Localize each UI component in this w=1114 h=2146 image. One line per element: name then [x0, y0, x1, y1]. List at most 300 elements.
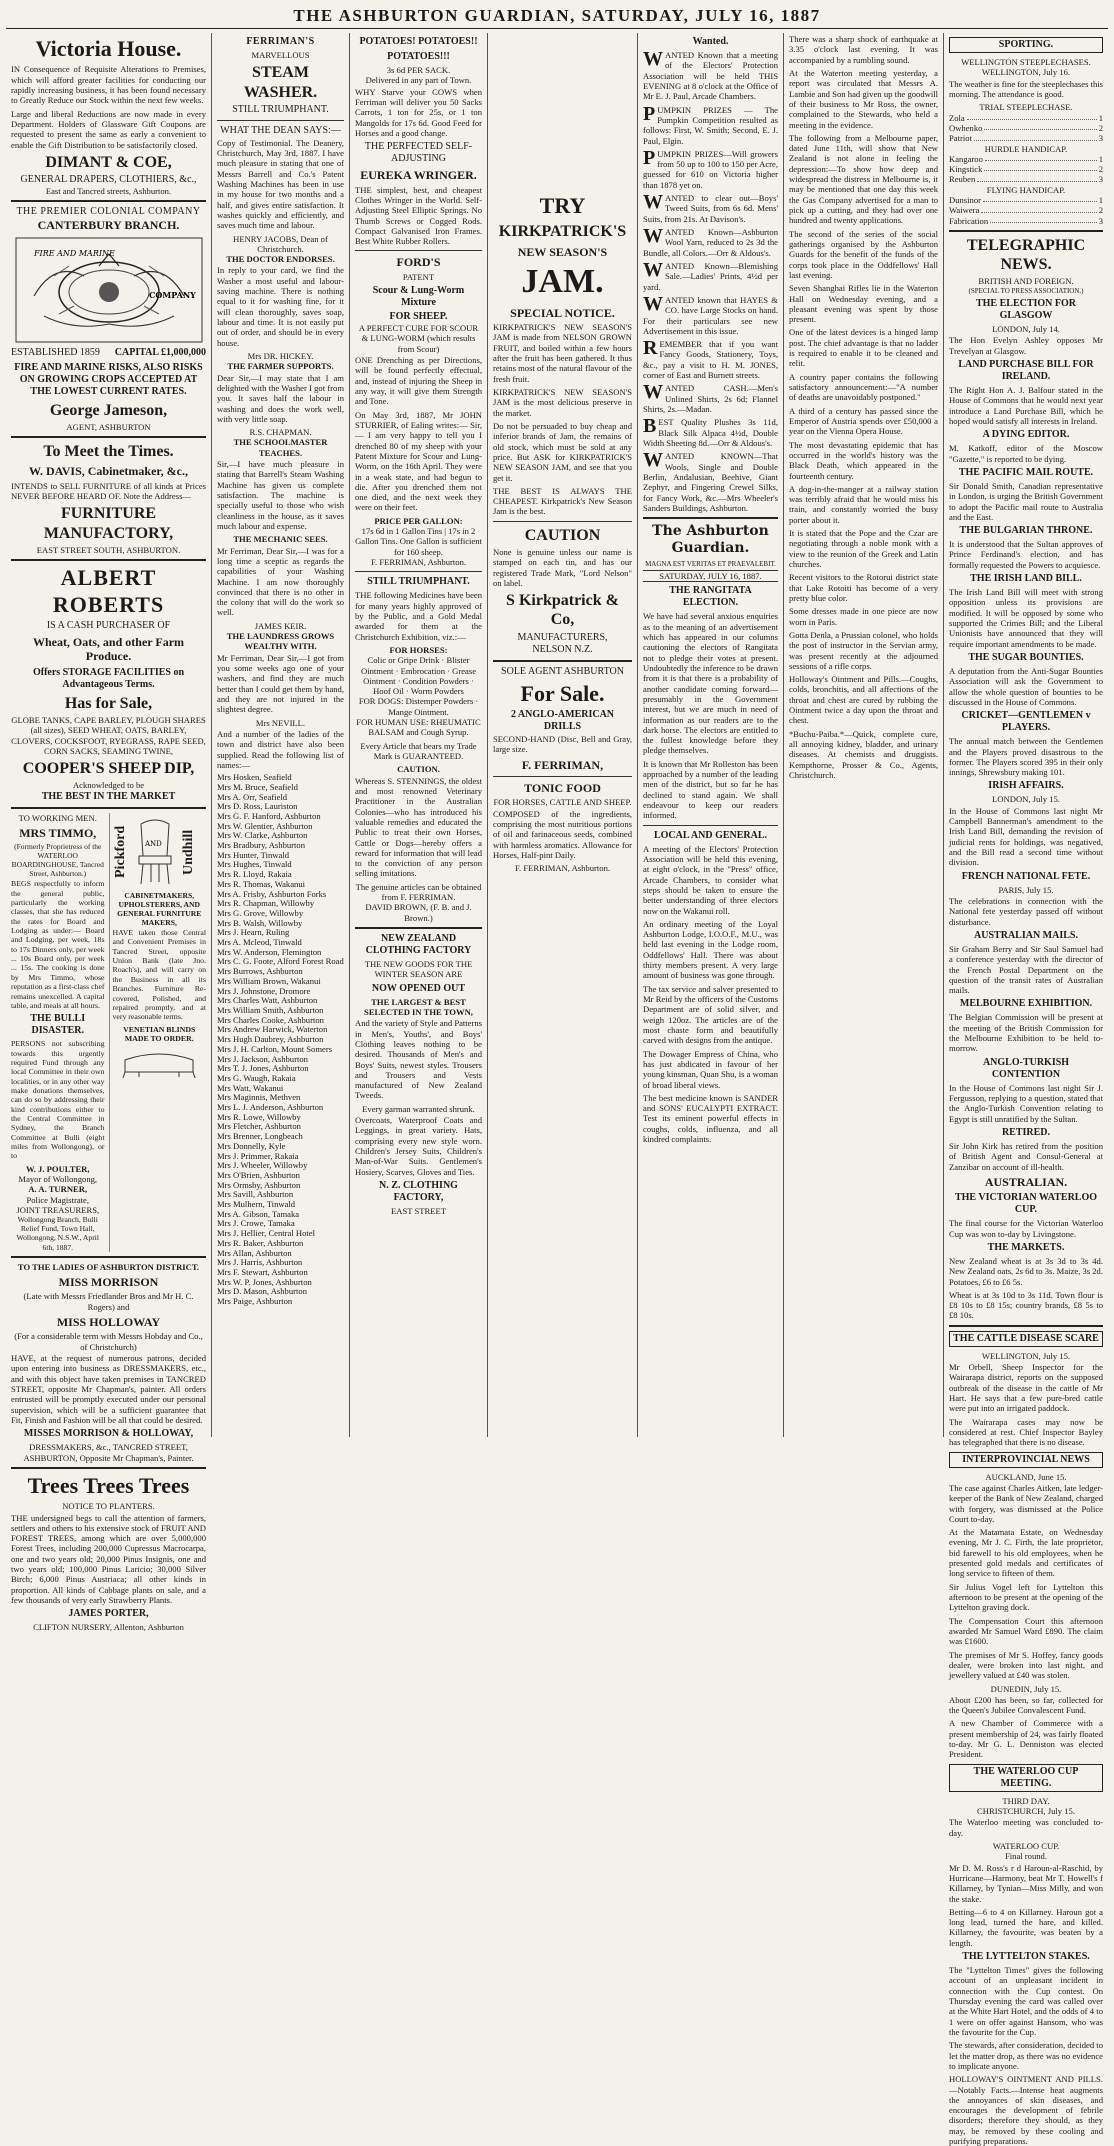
ferriman-heading: FERRIMAN'S [246, 36, 315, 47]
poulter-title: Mayor of Wollongong, [18, 1173, 98, 1184]
nz-clothing-heading: NEW ZEALAND CLOTHING FACTORY [365, 933, 472, 957]
pickford-panel [109, 813, 207, 1252]
insurance-company-logo [14, 236, 204, 344]
doctor-heading: THE DOCTOR ENDORSES. [226, 254, 335, 265]
horse-name: Dunsinor [949, 195, 981, 206]
roberts-name: ALBERT ROBERTS [52, 565, 165, 617]
customer-name: Mrs Burrows, Ashburton [217, 966, 303, 977]
wellington-paragraph: The weather is fine for the steeplechases this morning. The attendance is good. [949, 78, 1103, 99]
wanted-item: BEST Quality Plushes 3s 11d, Black Silk Alpaca 4½d, Double Width Sheeting 8d.—Orr & Aldous's. [643, 415, 778, 448]
customer-name: Mrs W. Anderson, Flemington [217, 946, 322, 957]
tonic-subtitle: FOR HORSES, CATTLE AND SHEEP. [493, 797, 632, 808]
leader-dots [974, 133, 1097, 140]
tonic-agent: F. FERRIMAN, Ashburton. [514, 863, 611, 874]
nevill-signature: Mrs NEVILL. [255, 717, 306, 728]
customer-name: Mrs L. J. Anderson, Ashburton [217, 1102, 324, 1113]
bulgarian-paragraph: It is understood that the Sultan approves of Prince Ferdinand's election, and has formally requested the Powers to acquiesce. [949, 539, 1103, 570]
sofa-icon [119, 1046, 199, 1080]
customer-name: Mrs D. Mason, Ashburton [217, 1286, 307, 1297]
timmo-paragraph: BEGS respectfully to inform the general public, particularly the working classes, that she has reduced the rates for Board and Lodging as under:— Board and Lodging, per week, 18s to 17s Dinners only, per week ... 10s Board only, per week ... 15s. The cooking is done by Mrs Timmo, whose reputation as a first-class chef remains unexcelled. A capital table, and meals at all hours. [11, 879, 105, 1010]
drills-heading: 2 ANGLO-AMERICAN DRILLS [510, 708, 615, 732]
customer-name: Mrs Allan, Ashburton [217, 1247, 292, 1258]
customer-name: Mrs J. Jackson, Ashburton [217, 1053, 308, 1064]
customer-name: Mrs W. Glentier, Ashburton [217, 820, 313, 831]
price-heading: PRICE PER GALLON: [374, 515, 463, 526]
lyttelton-heading: THE LYTTELTON STAKES. [962, 1951, 1090, 1963]
local-paragraph-4: The Dowager Empress of China, who has just abdicated in favour of her young kinsman, Quan Shu, is a woman of broad liberal views. [643, 1048, 778, 1090]
lyttelton-paragraph-2: The stewards, after consideration, decided to let the matter drop, as there was no evidence to implicate anyone. [949, 2040, 1103, 2071]
dean-heading: WHAT THE DEAN SAYS:— [220, 124, 341, 136]
special-notice: SPECIAL NOTICE. [510, 305, 615, 320]
placing: 2 [1098, 122, 1103, 133]
caution-paragraph: Whereas S. STENNINGS, the oldest and most renowned Veterinary Practitioner in the Australian Colonies—who has introduced his valuable remedies and educated the Public to treat their own Horses, Cattle or Dogs—hereby offers a reward for information that will lead to the conviction of any person selling imitations. [355, 775, 482, 879]
customer-name: Mrs M. Bruce, Seafield [217, 781, 298, 792]
election-paragraph-2: It is known that Mr Rolleston has been approached by a number of the leading men of the district, but so far he has declined to stand again. We shall endeavour to keep our readers informed. [643, 758, 778, 821]
placing: 3 [1098, 174, 1103, 185]
capital-label: CAPITAL £1,000,000 [114, 346, 206, 358]
company-label: COMPANY [148, 289, 196, 300]
list-intro: And a number of the ladies of the town and district have also been supplied. Read the following list of names:— [217, 728, 344, 770]
premier-heading: THE PREMIER COLONIAL COMPANY [16, 206, 201, 218]
local-paragraph-2: An ordinary meeting of the Loyal Ashburton Lodge, I.O.O.F., M.U., was held last evening in the Lodge room, Oddfellows' Hall. There was about thirty members present. A very large amount of business was gone through. [643, 918, 778, 981]
jam-caution-paragraph: None is genuine unless our name is stamped on each tin, and has our registered Trade Mark, "Lord Nelson" on label. [493, 546, 632, 588]
east-street: EAST STREET [391, 1205, 446, 1216]
french-paragraph: The celebrations in connection with the National fete yesterday passed off without disturbance. [949, 895, 1103, 927]
customer-name: Mrs R. Baker, Ashburton [217, 1237, 304, 1248]
column-6 [784, 33, 944, 1437]
for-horses: FOR HORSES: [389, 644, 448, 655]
inter-paragraph-2: At the Matamata Estate, on Wednesday evening, Mr J. C. Firth, the late proprietor, bid farewell to his old employees, when he presented gold medals and certificates of long service to fifteen of them. [949, 1527, 1103, 1579]
customer-name: Mrs J. Wheeler, Willowby [217, 1160, 308, 1171]
horse-name: Waiwera [949, 205, 980, 216]
wl-paragraph-2: Mr D. M. Ross's r d Haroun-al-Raschid, by Hurricane—Harmony, beat Mr T. Howell's f Killarney, by Tynian—Miss Milly, and won the stake. [949, 1862, 1103, 1904]
guardian-date: SATURDAY, JULY 16, 1887. [643, 570, 778, 582]
hickey-signature: Mrs DR. HICKEY. [247, 350, 314, 361]
telegraphic-news: TELEGRAPHIC NEWS. [966, 237, 1086, 274]
wellington-steeplechases: WELLINGTON STEEPLECHASES. [961, 57, 1091, 67]
sugar-paragraph: A deputation from the Anti-Sugar Bounties Association will ask the Government to allow the whole question of bounties to be discussed in the House of Commons. [949, 665, 1103, 707]
col6-paragraph-15: Holloway's Ointment and Pills.—Coughs, colds, bronchitis, and all affections of the throat and chest are cured by rubbing the Ointment twice a day upon the throat and chest. [789, 674, 938, 726]
dunedin-paragraph: About £200 has been, so far, collected for the Queen's Jubilee Convalescent Fund. [949, 1694, 1103, 1716]
david-brown: DAVID BROWN, (F. B. and J. Brown.) [365, 902, 472, 923]
customer-name: Mrs Hunter, Tinwald [217, 849, 289, 860]
race-result-row [949, 113, 1103, 123]
doctor-paragraph: In reply to your card, we find the Washer a most useful and labour-saving machine. There is nothing equal to it for washing fine, for it will clean thoroughly, saves soap, labour and time. It is not easily put out of order, and should be in every house. [217, 265, 344, 348]
guardian-title: The Ashburton Guardian. [652, 523, 769, 556]
masthead: THE ASHBURTON GUARDIAN, SATURDAY, JULY 16, 1887 [6, 4, 1108, 29]
wanted-item: PUMPKIN PRIZES — The Pumpkin Competition resulted as follows: First, W. Smith; Second, E. J. Paul, Elgin. [643, 102, 778, 146]
customer-name: Mrs T. J. Jones, Ashburton [217, 1063, 309, 1074]
misses-name: MISSES MORRISON & HOLLOWAY, [23, 1428, 194, 1440]
jam-paragraph-3: Do not be persuaded to buy cheap and inferior brands of Jam, the remains of old stock, which must be sold at any price. But ASK for KIRKPATRICK'S NEW SEASON JAM, and see that you get it. [493, 420, 632, 483]
for-dogs: FOR DOGS: Distemper Powders · Mange Ointment. [358, 696, 479, 717]
placing: 2 [1098, 164, 1103, 175]
farmer-heading: THE FARMER SUPPORTS. [227, 361, 334, 372]
pickford-label: Pickford [112, 825, 128, 878]
for-sale: For Sale. [520, 680, 605, 706]
customer-name: Mrs Paige, Ashburton [217, 1296, 293, 1307]
wanted-item: PUMPKIN PRIZES—Will growers from 50 up to 100 to 150 per Acre, guessed for 610 on Victoria higher than 1878 yet on. [643, 146, 778, 190]
glasgow-heading: THE ELECTION FOR GLASGOW [975, 298, 1077, 322]
wl-paragraph: The Waterloo meeting was concluded to-day. [949, 1817, 1103, 1838]
morrison-subtitle: (Late with Messrs Friedlander Bros and Mr H. C. Rogers) and [23, 1291, 194, 1312]
customer-name: Mrs R. Thomas, Wakanui [217, 878, 306, 889]
cricket-paragraph: The annual match between the Gentlemen and the Players proved disastrous to the former. The Players scored 395 in their only innings, Shrewsbury making 101. [949, 736, 1103, 778]
nz-paragraph-2: Overcoats, Waterproof Coats and Leggings, in great variety. Hats, comprising every new style worn. Children's Jersey Suits, Children's Man-of-War Suits. Gentlemen's Hosiery, Scarves, Gloves and Ties. [355, 1115, 482, 1177]
glasgow-paragraph: The Hon Evelyn Ashley opposes Mr Trevelyan at Glasgow. [949, 335, 1103, 356]
ladies-paragraph: HAVE, at the request of numerous patrons, decided upon entering into business as DRESSMAKERS, etc., and with this object have taken premises in TANCRED STREET, opposite Mr Chapman's, painter. All orders entrusted will be promptly executed under our personal supervision, which will be a sufficient guarantee that Fit, Finish and Fashion will be all that could be desired. [11, 1353, 206, 1425]
horse-name: Kingstick [949, 164, 983, 175]
new-season-heading: NEW SEASON'S [517, 244, 608, 259]
dying-paragraph: M. Katkoff, editor of the Moscow "Gazette," is reported to be dying. [949, 443, 1103, 464]
customer-name: Mrs G. Grove, Willowby [217, 907, 304, 918]
ford-testimonial: On May 3rd, 1887, Mr JOHN STURRIER, of Ealing writes:— Sir,— I am very happy to tell you I drenched 80 of my sheep with your Patent Mixture for Scour and Lung-Worm, on the 16th April. They were in a weak state, and had begun to die. After you drenched them not one died, and the next week they were on their feet. [355, 409, 482, 513]
sale-items: GLOBE TANKS, CAPE BARLEY, PLOUGH SHARES (all sizes), SEED WHEAT, OATS, BARLEY, CLOVERS, COCKSFOOT, RYEGRASS, RAPE SEED, CORN SACKS, SEAMING TWINE, [11, 714, 206, 756]
customer-name: Mrs Ormsby, Ashburton [217, 1179, 301, 1190]
caution-heading: CAUTION. [397, 764, 440, 775]
cattle-heading: THE CATTLE DISEASE SCARE [949, 1331, 1103, 1347]
victoria-paragraph-2: Large and liberal Reductions are now made in every Department. Holders of Glassware Gift Coupons are requested to present the same as early a convenient to enable the Gift Distribution to be satisfactorily closed. [11, 108, 206, 150]
race-result-row [949, 123, 1103, 133]
column-7 [944, 33, 1108, 2146]
nz-factory: N. Z. CLOTHING FACTORY, [379, 1179, 458, 1203]
melbourne-paragraph: The Belgian Commission will be present at the meeting of the British Commission for the Melbourne Exhibition to be held to-morrow. [949, 1012, 1103, 1054]
column-5 [638, 33, 784, 1437]
vrc-heading: THE VICTORIAN WATERLOO CUP. [954, 1192, 1098, 1216]
undhill-label: Undhill [181, 829, 197, 875]
potatoes-price: 3s 6d PER SACK. [386, 65, 451, 75]
drills-paragraph: SECOND-HAND (Disc, Bell and Gray, large size. [493, 733, 632, 755]
customer-name: Mrs J. Hearn, Ruling [217, 927, 290, 938]
roberts-subtitle: IS A CASH PURCHASER OF [46, 619, 171, 631]
potatoes-delivery: Delivered in any part of Town. [365, 75, 472, 86]
col6-paragraph-8: A third of a century has passed since the Emperor of Austria spends over £50,000 a year on the Vienna Opera House. [789, 405, 938, 437]
testimonial-paragraph: Copy of Testimonial. The Deanery, Christchurch, May 3rd, 1887. I have much pleasure in stating that one of Messrs Barrell and Co.'s Patent Washing Machines has been in use in my house for two months and a half, and gives entire satisfaction. It washes quickly and efficiently, and saves much time and labour. [217, 137, 344, 231]
customer-name: Mrs Brenner, Longbeach [217, 1131, 303, 1142]
ford-agent: F. FERRIMAN, Ashburton. [370, 557, 467, 568]
porter-address: CLIFTON NURSERY, Allenton, Ashburton [33, 1622, 184, 1633]
bulli-paragraph: PERSONS not subscribing towards this urgently required Fund through any local Committee in their own localities, or in any other way make donations themselves, can do so by addressing their kind contributions either to the Central Committee in Sydney, the Branch Committee at Bulli (eight miles from Wollongong), or to [11, 1039, 105, 1161]
ladies-pretitle: TO THE LADIES OF ASHBURTON DISTRICT. [17, 1261, 200, 1272]
customer-name: Mrs Charles Cooke, Ashburton [217, 1014, 324, 1025]
wl-final: Final round. [1004, 1851, 1047, 1862]
risks-text: FIRE AND MARINE RISKS, ALSO RISKS ON GROWING CROPS ACCEPTED AT THE LOWEST CURRENT RATES. [14, 361, 203, 397]
wl-paragraph-3: Betting—6 to 4 on Killarney. Haroun got a long lead, turned the hare, and killed. Killarney, the favourite, was beaten by a length. [949, 1906, 1103, 1948]
davis-name: W. DAVIS, Cabinetmaker, &c., [29, 464, 188, 479]
misses-address: DRESSMAKERS, &c., TANCRED STREET, ASHBURTON, Opposite Mr Chapman's, Painter. [23, 1442, 194, 1463]
timmo-panel [11, 813, 105, 1252]
trade-mark: Every Article that bears my Trade Mark is GUARANTEED. [360, 740, 477, 762]
trees-paragraph: THE undersigned begs to call the attention of farmers, settlers and others to his extensive stock of FRUIT AND FOREST TREES, among which are over 5,000,000 Forest Trees, including 200,000 Cupressus Macrocarpa, one and two years old; 20,000 Pinus Insignis, one and two years old; 100,000 Pinus Laricio; 30,000 Silver Birch; 6,000 Pinus Austriaca; all other kinds in proportion. All kinds of Cabbage plants on sale, and a few thousands of very early Strawberry Plants. [11, 1512, 206, 1606]
trial-results [949, 113, 1103, 144]
customer-name: Mrs Savill, Ashburton [217, 1189, 294, 1200]
notice-planters: NOTICE TO PLANTERS. [62, 1501, 155, 1512]
horse-name: Owhenko [949, 122, 983, 133]
patent-label: PATENT [402, 271, 435, 282]
jacobs-signature: HENRY JACOBS, Dean of Christchurch. [233, 233, 328, 254]
eureka-title: EUREKA WRINGER. [360, 168, 477, 183]
horse-name: Zola [949, 112, 965, 123]
markets-heading: THE MARKETS. [987, 1241, 1065, 1253]
schoolmaster-paragraph: Sir,—I have much pleasure in stating that Barrell's Steam Washing Machine has given us complete satisfaction. The machine is specially useful to those who wish cleanliness in the house, as it saves much labour and expense. [217, 459, 344, 531]
race-result-row [949, 216, 1103, 226]
wanted-item: WANTED Known that a meeting of the Electors' Protection Association will be held THIS EVENING at 8 o'clock at the Office of Mr E. J. Paul, Arcade Chambers. [643, 48, 778, 102]
morrison-name: MISS MORRISON [58, 1274, 159, 1289]
leader-dots [984, 164, 1096, 171]
col6-paragraph-9: The most devastating epidemic that has occurred in the world's history was the Black Death, which appeared in the fourteenth century. [789, 439, 938, 481]
hurdle-heading: HURDLE HANDICAP. [984, 143, 1068, 154]
joint-treasurers: JOINT TREASURERS, [16, 1204, 100, 1215]
medicines-paragraph: THE following Medicines have been for many years highly approved of by the Public, and a Gold Medal awarded for them at the Christchurch Exhibition, viz.:— [355, 590, 482, 642]
customer-name: Mrs O'Brien, Ashburton [217, 1169, 300, 1180]
horse-items: Colic or Gripe Drink · Blister Ointment · Embrocation · Grease Ointment · Condition Powders · Hoof Oil · Worm Powders [360, 655, 477, 697]
now-opened: NOW OPENED OUT [371, 982, 466, 994]
guardian-motto: MAGNA EST VERITAS ET PRAEVALEBIT. [645, 559, 776, 568]
has-for-sale: Has for Sale, [64, 694, 153, 712]
customer-name: Mrs William Smith, Ashburton [217, 1005, 324, 1015]
horse-name: Fabrication [949, 215, 989, 226]
dimant-address: East and Tancred streets, Ashburton. [45, 186, 172, 197]
irish-paragraph: The Irish Land Bill will meet with strong opposition unless its provisions are modified. It will be opposed by some who supported the Crimes Bill; and the Liberal Unionists have announced that they will require important amendments to be made. [949, 587, 1103, 649]
customer-name: Mrs G. Waugh, Rakaia [217, 1072, 296, 1083]
schoolmaster-heading: THE SCHOOLMASTER TEACHES. [233, 437, 328, 458]
leader-dots [983, 195, 1097, 202]
interprovincial-heading: INTERPROVINCIAL NEWS [949, 1452, 1103, 1468]
irish-affairs-date: LONDON, July 15. [992, 794, 1060, 805]
scour-title: Scour & Lung-Worm Mixture [372, 285, 465, 309]
customer-name: Mrs Watt, Wakanui [217, 1082, 284, 1093]
wanted-heading: Wanted. [692, 36, 729, 47]
adelaide-paragraph: Wheat is at 3s 10d to 3s 11d. Town flour is £8 10s to £8 15s; country brands, £8 5s to £8 10s. [949, 1289, 1103, 1321]
best-cheapest: THE BEST IS ALWAYS THE CHEAPEST. Kirkpatrick's New Season Jam is the best. [493, 485, 632, 517]
col6-paragraph-6: One of the latest devices is a hinged lamp post. The chief advantage is that no ladder is required to enable it to be cleaned and relit. [789, 327, 938, 369]
tonic-food: TONIC FOOD [524, 781, 601, 795]
third-day: THIRD DAY. [1002, 1795, 1050, 1806]
column-4 [488, 33, 638, 1437]
furniture-manufactory: FURNITURE MANUFACTORY, [43, 505, 174, 542]
special-press: (SPECIAL TO PRESS ASSOCIATION.) [968, 286, 1084, 295]
customer-name: Mrs A. Orr, Seafield [217, 791, 288, 802]
placing: 2 [1098, 205, 1103, 216]
farmer-paragraph: Dear Sir,—I may state that I am delighted with the Washer I got from you. It saves half the labour in washing and does the work well, with very little soap. [217, 372, 344, 424]
and-label: AND [145, 839, 163, 848]
flying-results [949, 195, 1103, 226]
timmo-subtitle: (Formerly Proprietress of the WATERLOO BOARDINGHOUSE, Tancred Street, Ashburton.) [11, 842, 104, 879]
australian-heading: AUSTRALIAN. [984, 1174, 1068, 1189]
two-panel-row [11, 813, 206, 1252]
hurdle-results [949, 154, 1103, 185]
capital-row [11, 347, 206, 359]
wanted-item: WANTED to clear out—Boys' Tweed Suits, from 6s 6d. Mens' Suits, from 21s. At Davison's. [643, 191, 778, 224]
glasgow-date: LONDON, July 14. [992, 324, 1060, 335]
timmo-name: MRS TIMMO, [19, 825, 97, 840]
leader-dots [990, 216, 1097, 223]
customer-name: Mrs Mulhern, Tinwald [217, 1199, 296, 1210]
jameson-name: George Jameson, [49, 401, 168, 419]
cabinet-paragraph: HAVE taken those Central and Convenient Premises in Tancred Street, opposite Union Bank (late Jno. Roach's), and will carry on the Business in all its Branches. Furniture Re-covered, Polished, and repaired promptly, and at very reasonable terms. [112, 928, 206, 1022]
laundress-paragraph: Mr Ferriman, Dear Sir,—I got from you some weeks ago one of your washers, and find they are much better than I could get them by hand, and they are not injured in the slightest degree. [217, 652, 344, 715]
horse-name: Patriot [949, 133, 972, 144]
cows-paragraph: WHY Starve your COWS when Ferriman will deliver you 50 Sacks Carrots, 1 ton for 25s, or 1 ton Mangolds for 17s 6d. Good Feed for Horses and a good change. [355, 86, 482, 138]
wanted-item: WANTED Known—Ashburton Wool Yarn, reduced to 2s 3d the Bundle, all Colors.—Orr & Aldous's. [643, 225, 778, 258]
jam-caution: CAUTION [524, 526, 601, 544]
jameson-agent: AGENT, ASHBURTON [66, 421, 151, 432]
anglo-heading: ANGLO-TURKISH CONTENTION [982, 1056, 1070, 1080]
wheat-heading: Wheat, Oats, and other Farm Produce. [32, 634, 185, 664]
holloway-subtitle: (For a considerable term with Messrs Hobday and Co., of Christchurch) [14, 1331, 203, 1352]
dunedin-paragraph-2: A new Chamber of Commerce with a present membership of 24, was fairly floated to-day. Mr G. L. Denniston was elected President. [949, 1718, 1103, 1760]
mechanic-paragraph: Mr Ferriman, Dear Sir,—I was for a long time a sceptic as regards the capabilities of your Washing Machine. I am now thoroughly convinced that there is no other in the colony that will do the work so well. [217, 545, 344, 618]
coopers-dip: COOPER'S SHEEP DIP, [22, 760, 195, 778]
columns [6, 33, 1108, 2146]
customer-name: Mrs Hosken, Seafield [217, 772, 292, 783]
election-heading: THE RANGITATA ELECTION. [669, 585, 752, 609]
potatoes-heading-2: POTATOES!!! [387, 51, 450, 62]
customer-name: Mrs R. Chapman, Willowby [217, 898, 315, 909]
chair-icon [133, 816, 177, 888]
col6-paragraph-3: The following from a Melbourne paper, dated June 11th, will show that New Zealand is not alone in feeling the depression:—To show how deep and widespread the distress in Melbourne is, it may be mentioned that one day this week the Gas Company advertised for a man to pick up a cutting, and they had over one hundred and twenty applications. [789, 132, 938, 226]
race-result-row [949, 164, 1103, 174]
wanted-list [643, 50, 778, 513]
customer-name: Mrs R. Lowe, Willowby [217, 1111, 301, 1122]
customer-name: Mrs C. G. Foote, Alford Forest Road [217, 956, 344, 967]
furniture-address: EAST STREET SOUTH, ASHBURTON. [36, 544, 181, 555]
mechanic-heading: THE MECHANIC SEES. [233, 534, 328, 545]
jam-paragraph-2: KIRKPATRICK'S NEW SEASON'S JAM is the most delicious preserve in the market. [493, 387, 632, 418]
ferriman-signature: F. FERRIMAN, [521, 757, 604, 772]
tonic-paragraph: COMPOSED of the ingredients, comprising the most nutritious portions of oil and farinaceous seeds, combined with harmless aromatics. Allowance for Horses, Half-pint Daily. [493, 808, 632, 860]
aus-mails-heading: AUSTRALIAN MAILS. [974, 929, 1078, 941]
customer-names-list [217, 773, 344, 1307]
price-details: 17s 6d in 1 Gallon Tins | 17s in 2 Gallon Tins. One Gallon is sufficient for 160 sheep. [355, 526, 482, 557]
inter-paragraph-5: The premises of Mr S. Hoffey, fancy goods dealer, were broken into last night, and jewellery valued at £40 was stolen. [949, 1649, 1103, 1681]
kirkpatrick-heading: KIRKPATRICK'S [498, 223, 627, 241]
melbourne-heading: MELBOURNE EXHIBITION. [959, 998, 1093, 1010]
irish-heading: THE IRISH LAND BILL. [970, 573, 1082, 585]
victoria-paragraph: IN Consequence of Requisite Alterations to Premises, which will afford greater facilities for conducting our rapidly increasing business, it has been found necessary to Greatly Reduce our Stock within the next few weeks. [11, 64, 206, 106]
still-triumphant: STILL TRIUMPHANT. [232, 103, 329, 115]
eureka-paragraph: THE simplest, best, and cheapest Clothes Wringer in the World. Self-Adjusting Steel Elliptic Springs. No Thumb Screws or Cogged Rods. Compact Galvanised Iron Frames. Best White Rubber Rollers. [355, 184, 482, 247]
customer-name: Mrs Donnelly, Kyle [217, 1140, 286, 1151]
inter-paragraph-3: Sir Julius Vogel left for Lyttelton this afternoon to be present at the opening of the Lyttelton graving dock. [949, 1581, 1103, 1613]
trial-heading: TRIAL STEEPLECHASE. [979, 102, 1073, 113]
cattle-paragraph-2: The Wairarapa cases may now be considered at rest. Chief Inspector Bayley has telegraphed that there is no disease. [949, 1416, 1103, 1448]
wl-date: CHRISTCHURCH, July 15. [977, 1806, 1075, 1817]
for-sheep: FOR SHEEP. [389, 311, 448, 323]
customer-name: Mrs F. Stewart, Ashburton [217, 1266, 308, 1277]
manufacturers: MANUFACTURERS, [517, 631, 608, 643]
customer-name: Mrs Charles Watt, Ashburton [217, 995, 318, 1006]
fords-heading: FORD'S [396, 255, 441, 270]
placing: 3 [1098, 215, 1103, 226]
holloway-paragraph: HOLLOWAY'S OINTMENT AND PILLS.—Notably Facts.—Intense heat augments the annoyances of skin diseases, and encourages the development of febrile disorders; therefore they should, as they may, be removed by these cooling and purifying preparations. [949, 2074, 1103, 2146]
kirkpatrick-co: S Kirkpatrick & Co, [506, 592, 619, 629]
retired-paragraph: Sir John Kirk has retired from the position of British Agent and Consul-General at Zanzibar on account of ill-health. [949, 1140, 1103, 1172]
new-goods: THE NEW GOODS FOR THE WINTER SEASON ARE [364, 959, 473, 980]
dimant-subtitle: GENERAL DRAPERS, CLOTHIERS, &c., [20, 174, 197, 186]
customer-name: Mrs W. P. Jones, Ashburton [217, 1276, 312, 1287]
customer-name: Mrs D. Ross, Lauriston [217, 801, 298, 812]
horse-name: Reuben [949, 174, 976, 185]
customer-name: Mrs W. Clarke, Ashburton [217, 830, 308, 841]
col6-paragraph: There was a sharp shock of earthquake at 3.35 o'clock last evening. It was accompanied by a rumbling sound. [789, 34, 938, 65]
sporting-heading: SPORTING. [949, 37, 1103, 53]
race-result-row [949, 195, 1103, 205]
for-human: FOR HUMAN USE: RHEUMATIC BALSAM and Cough Syrup. [356, 717, 481, 738]
leader-dots [981, 205, 1096, 212]
customer-name: Mrs J. Hellier, Central Hotel [217, 1228, 315, 1239]
wanted-item: WANTED KNOWN—That Wools, Single and Double Berlin, Andalusian, Beehive, Giant Zephyr, and Fingering Crewel Silks, for Fancy Work, &c.—Mrs Wheeler's Sanders Buildings, Ashburton. [643, 449, 778, 513]
venetian-blinds: VENETIAN BLINDS MADE TO ORDER. [123, 1024, 196, 1043]
placing: 1 [1098, 153, 1103, 164]
customer-name: Mrs B. Walsh, Willowby [217, 917, 303, 928]
try-heading: TRY [539, 193, 586, 218]
sugar-heading: THE SUGAR BOUNTIES. [968, 651, 1084, 663]
col6-paragraph-2: At the Waterton meeting yesterday, a report was circulated that Messrs A. Lambie and Son had given up the goodwill of their business to Mr Ross, the owner, complained to the Stewards, who held a meeting in the evidence. [789, 67, 938, 130]
col6-paragraph-5: Seven Shanghai Rifles lie in the Waterton Hall on Wednesday evening, and a pleasant evening was spent by those present. [789, 283, 938, 325]
race-result-row [949, 205, 1103, 215]
fire-label: FIRE AND MARINE [33, 248, 115, 258]
horse-name: Kangaroo [949, 153, 983, 164]
cattle-date: WELLINGTON, July 15. [981, 1350, 1071, 1361]
pickford-undhill-logo [113, 816, 207, 888]
ford-paragraph: ONE Drenching as per Directions, will be found perfectly effectual, and, instead of injuring the Sheep in any way, it will give them Strength and Tone. [355, 355, 482, 407]
british-foreign: BRITISH AND FOREIGN. [978, 276, 1074, 287]
davis-paragraph: INTENDS to SELL FURNITURE of all kinds at Prices NEVER BEFORE HEARD OF. Note the Address— [11, 480, 206, 502]
waterloo-heading: THE WATERLOO CUP MEETING. [949, 1764, 1103, 1792]
col6-paragraph-14: Gotta Denla, a Prussian colonel, who holds the post of instructor in the Servian army, was present recently at the adjourned sessions of a rifle corps. [789, 629, 938, 671]
local-paragraph-5: The best medicine known is SANDER and SONS' EUCALYPTI EXTRACT. Test its eminent powerful effects in coughs, colds, influenza, and all kindred complaints. [643, 1092, 778, 1145]
marvellous-label: MARVELLOUS [251, 50, 310, 60]
timmo-pretitle: TO WORKING MEN. [18, 812, 97, 823]
dying-heading: A DYING EDITOR. [982, 429, 1070, 441]
lyttelton-paragraph: The "Lyttelton Times" gives the following account of an unpleasant incident in connection with the Cup contest. On Thursday evening the card was called over at the White Hart Hotel, and the odds of 4 to 1 were on offer against Hansom, who was the favourite for the Cup. [949, 1965, 1103, 2037]
bulgarian-heading: THE BULGARIAN THRONE. [959, 525, 1093, 537]
turner-name: A. A. TURNER, [28, 1184, 88, 1195]
cabinet-heading: CABINETMAKERS, UPHOLSTERERS, AND GENERAL FURNITURE MAKERS, [117, 890, 202, 927]
customer-name: Mrs William Brown, Wakanui [217, 975, 321, 986]
aus-mails-paragraph: Sir Graham Berry and Sir Saul Samuel had a conference yesterday with the director of the French Postal Department on the question of the transit rates of Australian mails. [949, 943, 1103, 996]
potatoes-heading: POTATOES! POTATOES!! [359, 36, 478, 47]
customer-name: Mrs J. Crowe, Tamaka [217, 1218, 295, 1229]
irish-affairs-heading: IRISH AFFAIRS. [988, 780, 1064, 792]
holloway-name: MISS HOLLOWAY [56, 1314, 161, 1329]
storage-heading: Offers STORAGE FACILITIES on Advantageous Terms. [32, 666, 185, 690]
established-label: ESTABLISHED 1859 [11, 346, 100, 358]
wanted-item: REMEMBER that if you want Fancy Goods, Stationery, Toys, &c., pay a visit to H. M. JONES, corner of East and Burnett streets. [643, 337, 778, 381]
race-result-row [949, 174, 1103, 184]
wl-cup: WATERLOO CUP. [992, 1840, 1060, 1851]
perfected-heading: THE PERFECTED SELF-ADJUSTING [364, 141, 473, 165]
customer-name: Mrs A. Mcleod, Tinwald [217, 937, 302, 948]
jam-paragraph: KIRKPATRICK'S NEW SEASON'S JAM is made from NELSON GROWN FRUIT, and boiled within a few hours after the fruit has been gathered. It thus retains most of the natural flavour of the fresh fruit. [493, 322, 632, 384]
wanted-item: WANTED Known—Blemishing Sale.—Ladies' Prints, 4½d per yard. [643, 258, 778, 292]
pacific-paragraph: Sir Donald Smith, Canadian representative in London, is urging the British Government to adopt the Pacific mail route to Australia and the East. [949, 480, 1103, 522]
leader-dots [984, 123, 1096, 130]
customer-name: Mrs R. Lloyd, Rakaia [217, 869, 292, 880]
sole-agent: SOLE AGENT ASHBURTON [501, 665, 624, 677]
nelson: NELSON N.Z. [532, 643, 593, 655]
perfect-cure: A PERFECT CURE FOR SCOUR & LUNG-WORM (which results from Scour) [358, 323, 479, 354]
wellington-date: WELLINGTON, July 16. [981, 67, 1071, 78]
keir-signature: JAMES KEIR. [254, 620, 307, 631]
customer-name: Mrs Bradbury, Ashburton [217, 840, 306, 851]
meet-times-title: To Meet the Times. [43, 443, 174, 461]
french-date: PARIS, July 15. [998, 884, 1054, 895]
election-paragraph: We have had several anxious enquiries as to the meaning of an advertisement which has appeared in our columns cautioning the electors of Rangitata not to pledge their votes at present. Undoubtedly the inference to be drawn from it is that there is a probability of another candidate coming forward—presumably in the Government interest, but we are much in need of information as our readers are to the dark horse. The electors are entitled to the fullest knowledge before they pledge themselves. [643, 611, 778, 756]
turner-title: Police Magistrate, [26, 1194, 90, 1205]
leader-dots [977, 174, 1096, 181]
